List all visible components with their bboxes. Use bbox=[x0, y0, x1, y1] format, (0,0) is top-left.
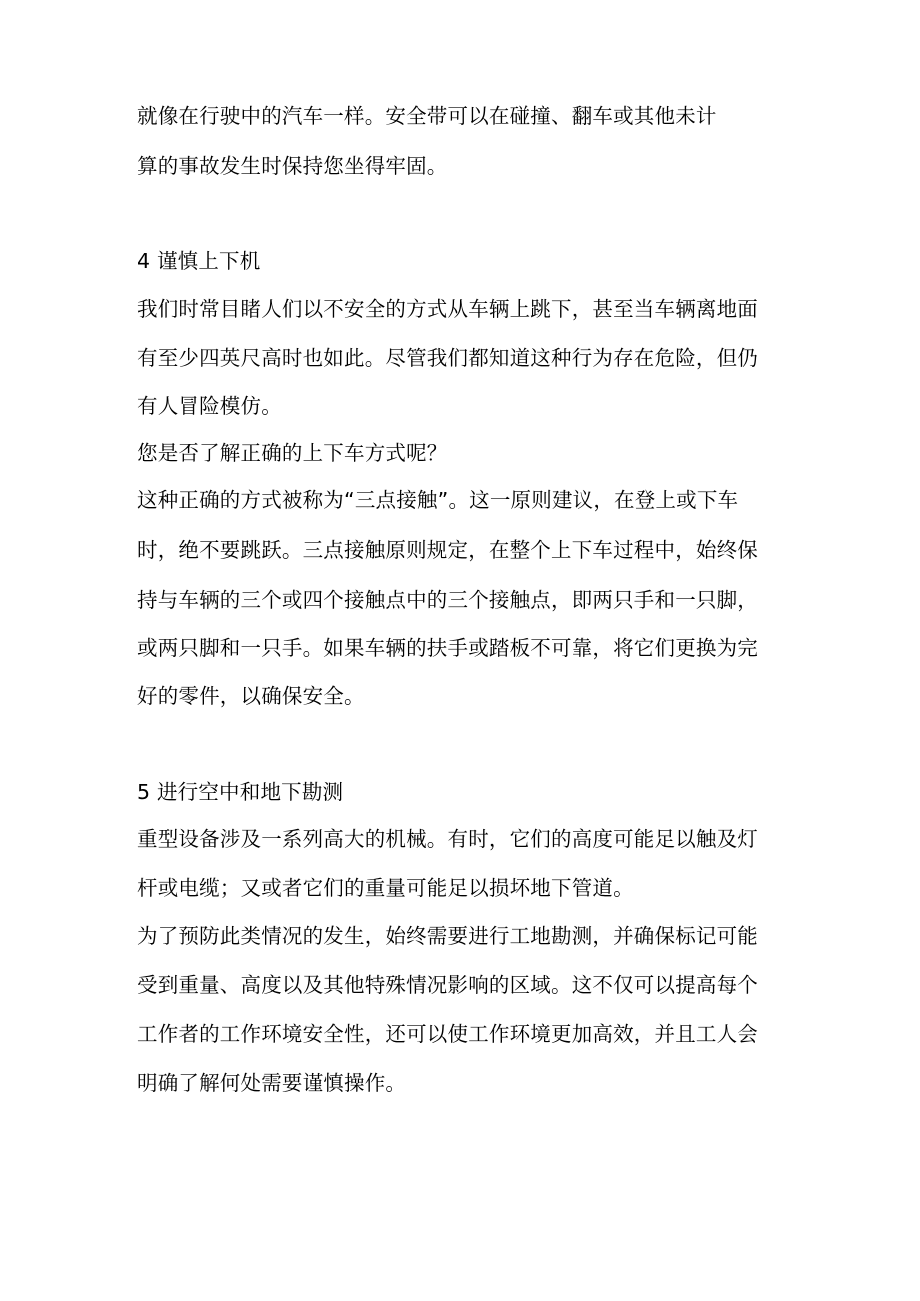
section-4-line: 有人冒险模仿。 bbox=[137, 394, 282, 418]
section-4-line: 我们时常目睹人们以不安全的方式从车辆上跳下，甚至当车辆离地面 bbox=[137, 297, 758, 321]
section-5-line: 工作者的工作环境安全性，还可以使工作环境更加高效，并且工人会 bbox=[137, 1022, 758, 1046]
section-4-line: 这种正确的方式被称为“三点接触”。这一原则建议，在登上或下车 bbox=[137, 488, 739, 512]
section-4-line: 您是否了解正确的上下车方式呢？ bbox=[137, 441, 448, 465]
section-4-line: 好的零件，以确保安全。 bbox=[137, 684, 365, 708]
section-5-line: 重型设备涉及一系列高大的机械。有时，它们的高度可能足以触及灯 bbox=[137, 827, 758, 851]
section-5-line: 受到重量、高度以及其他特殊情况影响的区域。这不仅可以提高每个 bbox=[137, 973, 758, 997]
intro-line: 算的事故发生时保持您坐得牢固。 bbox=[137, 154, 448, 178]
intro-line: 就像在行驶中的汽车一样。安全带可以在碰撞、翻车或其他未计 bbox=[137, 104, 717, 128]
section-5-line: 明确了解何处需要谨慎操作。 bbox=[137, 1071, 407, 1095]
section-4-heading: 4 谨慎上下机 bbox=[137, 249, 261, 273]
section-4-line: 或两只脚和一只手。如果车辆的扶手或踏板不可靠，将它们更换为完 bbox=[137, 636, 758, 660]
section-4-line: 持与车辆的三个或四个接触点中的三个接触点，即两只手和一只脚， bbox=[137, 588, 758, 612]
section-4-line: 有至少四英尺高时也如此。尽管我们都知道这种行为存在危险，但仍 bbox=[137, 346, 758, 370]
section-5-line: 为了预防此类情况的发生，始终需要进行工地勘测，并确保标记可能 bbox=[137, 924, 758, 948]
section-4-line: 时，绝不要跳跃。三点接触原则规定，在整个上下车过程中，始终保 bbox=[137, 538, 758, 562]
section-5-line: 杆或电缆；又或者它们的重量可能足以损坏地下管道。 bbox=[137, 876, 634, 900]
section-5-heading: 5 进行空中和地下勘测 bbox=[137, 780, 344, 804]
